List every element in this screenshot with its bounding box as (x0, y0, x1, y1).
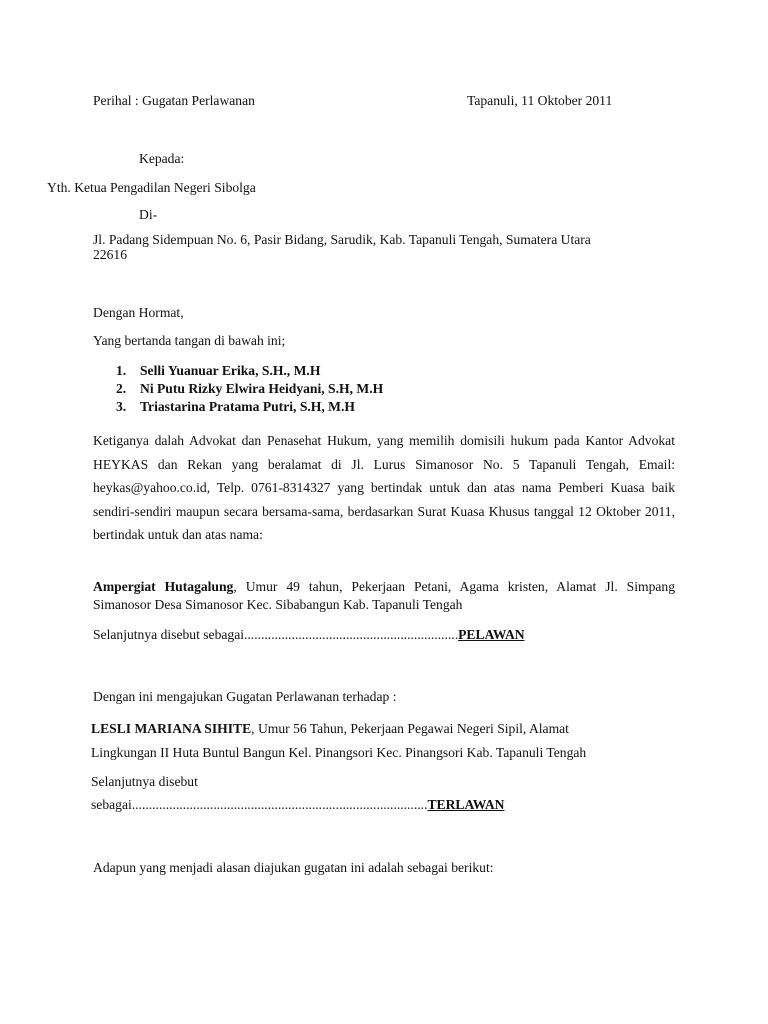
advocate-number: 2. (116, 380, 127, 396)
advocate-name: Selli Yuanuar Erika, S.H., M.H (140, 363, 321, 378)
filing-statement: Dengan ini mengajukan Gugatan Perlawanan terhadap : (93, 689, 397, 704)
recipient-line: Yth. Ketua Pengadilan Negeri Sibolga (47, 180, 256, 195)
court-address-postcode: 22616 (93, 247, 127, 262)
di-label: Di- (139, 207, 158, 222)
advocate-name: Triastarina Pratama Putri, S.H, M.H (140, 398, 355, 414)
defendant-referred-line1: Selanjutnya disebut (91, 774, 198, 789)
advocate-item (116, 362, 383, 380)
plaintiff-details: , Umur 49 tahun, Pekerjaan Petani, Agama kristen, Alamat Jl. Simpang Simanosor Desa Simanosor Kec. Sibabangun Kab. Tapanuli Tengah (93, 579, 675, 612)
mandate-paragraph: Ketiganya dalah Advokat dan Penasehat Hukum, yang memilih domisili hukum pada Kantor Advokat HEYKAS dan Rekan yang beralamat di Jl. Lurus Simanosor No. 5 Tapanuli Tengah, Email: heykas@yahoo.co.id, Telp. 0761-8314327 yang bertindak untuk dan atas nama Pemberi Kuasa baik sendiri-sendiri maupun secara bersama-sama, berdasarkan Surat Kuasa Khusus tanggal 12 Oktober 2011, bertindak untuk dan atas nama: (93, 433, 675, 543)
plaintiff-name: Ampergiat Hutagalung (93, 579, 234, 594)
defendant-details-1: , Umur 56 Tahun, Pekerjaan Pegawai Negeri Sipil, Alamat (251, 721, 569, 736)
plaintiff-paragraph (93, 578, 675, 613)
defendant-line1 (91, 721, 569, 737)
plaintiff-referred-prefix: Selanjutnya disebut sebagai............................................................... (93, 627, 459, 642)
court-address-line1: Jl. Padang Sidempuan No. 6, Pasir Bidang, Sarudik, Kab. Tapanuli Tengah, Sumatera Utara (93, 232, 591, 247)
defendant-referred-prefix: sebagai....................................................................................... (91, 797, 428, 812)
advocate-number: 3. (116, 398, 127, 414)
intro-line: Yang bertanda tangan di bawah ini; (93, 333, 286, 348)
advocate-list (116, 362, 383, 415)
advocate-number: 1. (116, 363, 127, 378)
advocate-item (116, 398, 383, 416)
greeting: Dengan Hormat, (93, 305, 184, 320)
subject-line: Perihal : Gugatan Perlawanan (93, 93, 255, 108)
advocate-item (116, 380, 383, 398)
plaintiff-role: PELAWAN (458, 627, 525, 642)
plaintiff-referred-line (93, 627, 525, 643)
place-date: Tapanuli, 11 Oktober 2011 (467, 93, 613, 108)
defendant-referred-line2 (91, 797, 505, 813)
to-label: Kepada: (139, 151, 185, 166)
advocate-name: Ni Putu Rizky Elwira Heidyani, S.H, M.H (140, 380, 384, 396)
defendant-details-2: Lingkungan II Huta Buntul Bangun Kel. Pinangsori Kec. Pinangsori Kab. Tapanuli Tengah (91, 745, 587, 760)
closing-line: Adapun yang menjadi alasan diajukan gugatan ini adalah sebagai berikut: (93, 860, 494, 875)
defendant-role: TERLAWAN (427, 797, 505, 812)
defendant-name: LESLI MARIANA SIHITE (91, 721, 252, 736)
